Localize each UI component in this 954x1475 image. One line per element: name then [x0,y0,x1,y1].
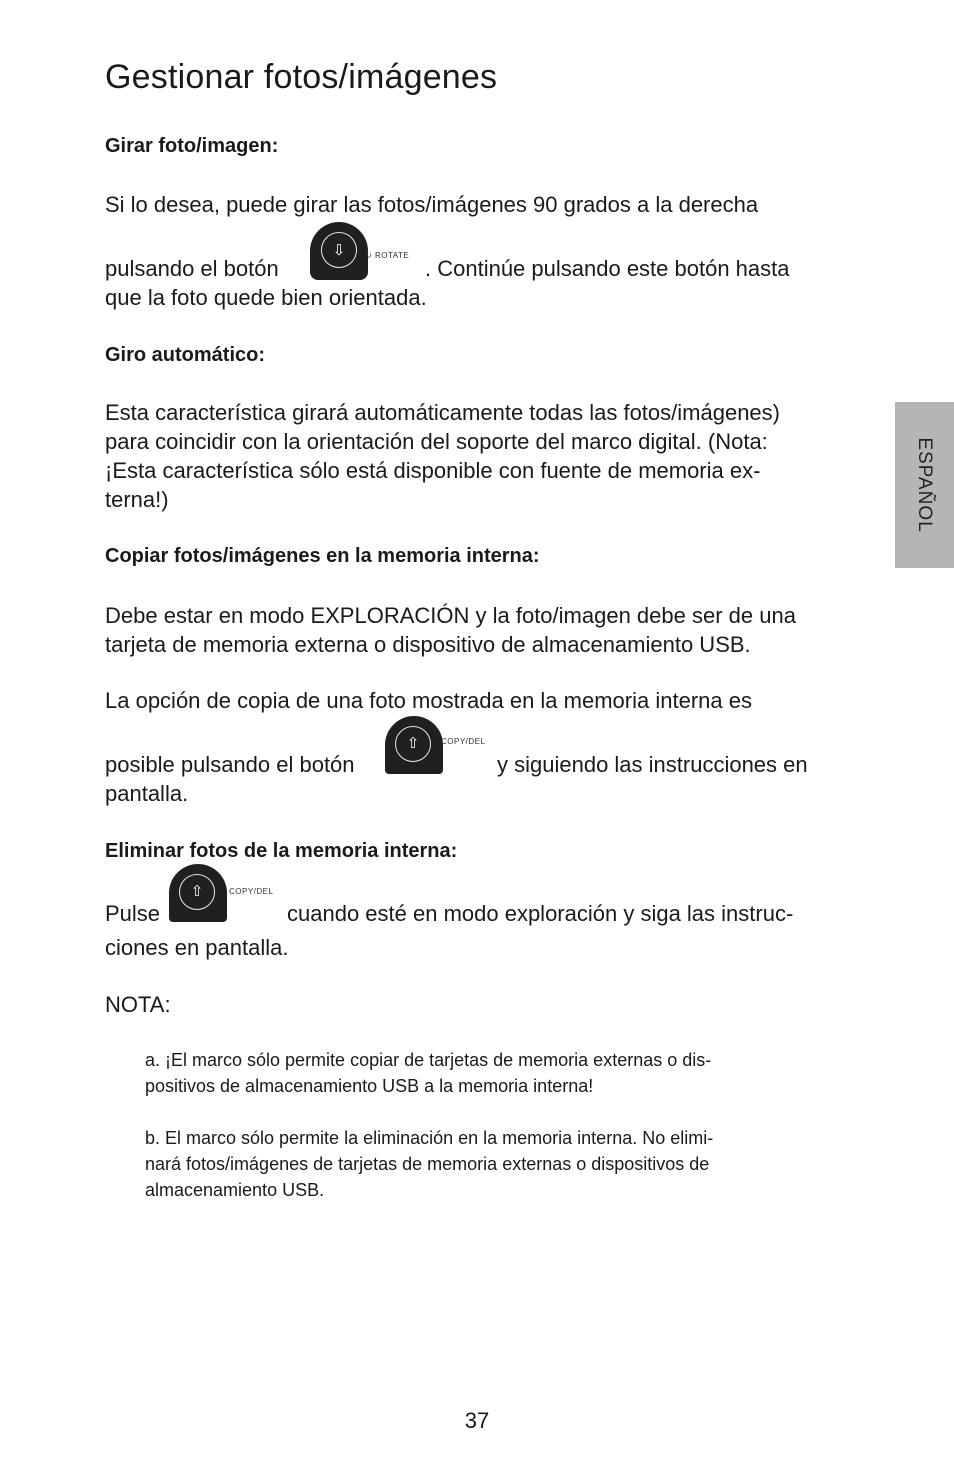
note-b-line: almacenamiento USB. [145,1180,325,1200]
page-number: 37 [464,1408,490,1433]
section-heading-copy: Copiar fotos/imágenes en la memoria interna: [105,545,540,567]
section-heading-delete: Eliminar fotos de la memoria interna: [105,840,458,862]
auto-rotate-line: Esta característica girará automáticamente todas las fotos/imágenes) [105,400,780,425]
language-side-tab [895,402,954,568]
language-tab-label: ESPAÑOL [914,437,935,533]
auto-rotate-line: ¡Esta característica sólo está disponible con fuente de memoria ex- [105,458,761,483]
rotate-text-line1: Si lo desea, puede girar las fotos/imágenes 90 grados a la derecha [105,192,759,217]
section-heading-auto-rotate: Giro automático: [105,344,266,366]
rotate-button-caption: ROTATE [374,251,410,260]
arrow-down-icon: ⇩ [332,242,346,259]
auto-rotate-line: terna!) [105,487,169,512]
auto-rotate-line: para coincidir con la orientación del soporte del marco digital. (Nota: [105,429,768,454]
rotate-text-line2-before: pulsando el botón [105,256,279,281]
copy-para1-line: tarjeta de memoria externa o dispositivo de almacenamiento USB. [105,632,751,657]
note-a-line: a. ¡El marco sólo permite copiar de tarjetas de memoria externas o dis- [145,1050,712,1070]
page-title: Gestionar fotos/imágenes [105,58,498,96]
delete-text-before: Pulse [105,901,161,926]
copy-para2-after: y siguiendo las instrucciones en [497,752,808,777]
rotate-text-line3: que la foto quede bien orientada. [105,285,427,310]
rotate-button-icon [308,222,418,280]
delete-text-after: cuando esté en modo exploración y siga las instruc- [287,901,794,926]
copy-button-caption: COPY/DEL [441,737,486,746]
copy-para2-before: posible pulsando el botón [105,752,355,777]
section-heading-rotate: Girar foto/imagen: [105,135,279,157]
copy-para2-line3: pantalla. [105,781,189,806]
delete-button-caption: COPY/DEL [229,887,274,896]
copy-para1-line: Debe estar en modo EXPLORACIÓN y la foto/imagen debe ser de una [105,603,796,628]
rotate-symbol-icon: ↻ [365,251,373,260]
copy-para2-line1: La opción de copia de una foto mostrada en la memoria interna es [105,688,752,713]
copy-del-button-icon [383,716,495,776]
note-label: NOTA: [105,992,171,1017]
arrow-up-icon: ⇧ [406,735,420,752]
delete-text-line2: ciones en pantalla. [105,935,289,960]
arrow-up-icon: ⇧ [190,883,204,900]
copy-del-button-icon [167,864,279,924]
note-b-line: nará fotos/imágenes de tarjetas de memoria externas o dispositivos de [145,1154,710,1174]
note-a-line: positivos de almacenamiento USB a la memoria interna! [145,1076,594,1096]
rotate-text-line2-after: . Continúe pulsando este botón hasta [425,256,790,281]
note-b-line: b. El marco sólo permite la eliminación en la memoria interna. No elimi- [145,1128,714,1148]
